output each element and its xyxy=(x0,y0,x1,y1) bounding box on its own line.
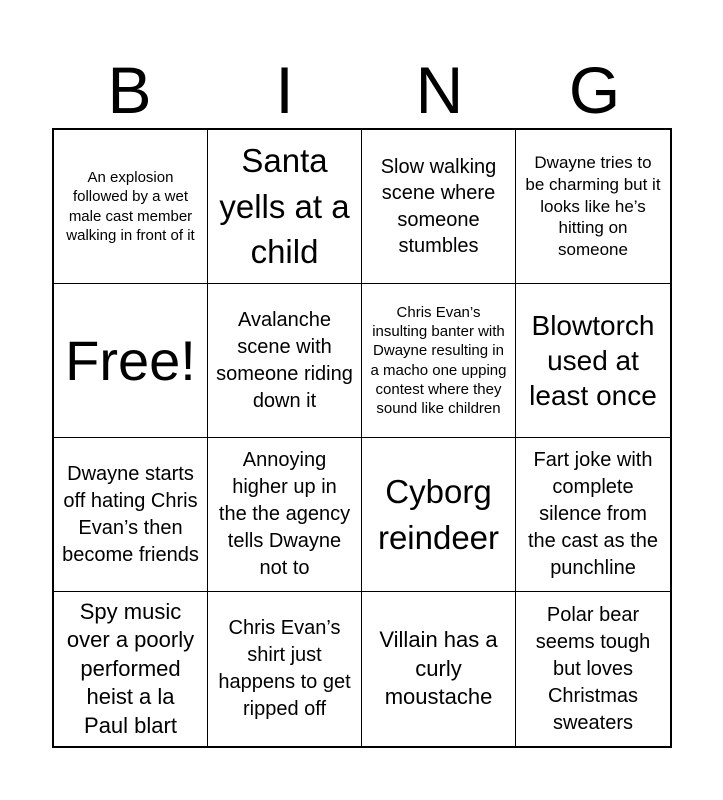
header-letter-n: N xyxy=(415,53,464,127)
bingo-cell-4-text: Dwayne tries to be charming but it looks like he’s hitting on someone xyxy=(525,153,661,260)
bingo-cell-4[interactable] xyxy=(516,130,670,284)
header-letter-g: G xyxy=(568,53,621,127)
bingo-cell-12[interactable] xyxy=(516,438,670,592)
bingo-cell-1-text: An explosion followed by a wet male cast member walking in front of it xyxy=(66,169,195,244)
bingo-cell-13-text: Spy music over a poorly performed heist a la Paul blart xyxy=(66,598,195,738)
bingo-cell-16-text: Polar bear seems tough but loves Christmas sweaters xyxy=(535,603,651,734)
bingo-cell-11[interactable] xyxy=(362,438,516,592)
bingo-cell-7-text: Chris Evan’s insulting banter with Dwayne resulting in a macho one upping contest where they sound like children xyxy=(370,303,507,417)
header-letter-b: B xyxy=(107,53,152,127)
bingo-cell-15[interactable] xyxy=(362,592,516,746)
bingo-cell-2[interactable] xyxy=(208,130,362,284)
bingo-cell-3[interactable] xyxy=(362,130,516,284)
bingo-cell-13[interactable] xyxy=(54,592,208,746)
bingo-cell-free-text: Free! xyxy=(65,328,196,392)
bingo-cell-free[interactable] xyxy=(54,284,208,438)
bingo-cell-6[interactable] xyxy=(208,284,362,438)
bingo-cell-10[interactable] xyxy=(208,438,362,592)
bingo-cell-8-text: Blowtorch used at least once xyxy=(529,310,657,411)
bingo-cell-9[interactable] xyxy=(54,438,208,592)
bingo-cell-14-text: Chris Evan’s shirt just happens to get ripped off xyxy=(218,617,351,720)
bingo-board xyxy=(52,128,672,748)
header-letter-i: I xyxy=(275,53,294,127)
bingo-cell-8[interactable] xyxy=(516,284,670,438)
bingo-cell-7[interactable] xyxy=(362,284,516,438)
bingo-cell-12-text: Fart joke with complete silence from the cast as the punchline xyxy=(527,449,659,579)
bingo-cell-10-text: Annoying higher up in the the agency tells Dwayne not to xyxy=(218,449,351,579)
bingo-cell-11-text: Cyborg reindeer xyxy=(377,472,500,556)
bingo-cell-14[interactable] xyxy=(208,592,362,746)
bingo-cell-15-text: Villain has a curly moustache xyxy=(379,627,498,710)
bingo-cell-9-text: Dwayne starts off hating Chris Evan’s then become friends xyxy=(62,462,199,566)
bingo-cell-2-text: Santa yells at a child xyxy=(219,142,350,271)
bingo-cell-1[interactable] xyxy=(54,130,208,284)
bingo-header xyxy=(52,40,672,140)
bingo-cell-16[interactable] xyxy=(516,592,670,746)
bingo-cell-6-text: Avalanche scene with someone riding down it xyxy=(216,308,353,412)
bingo-cell-3-text: Slow walking scene where someone stumbles xyxy=(380,155,497,257)
